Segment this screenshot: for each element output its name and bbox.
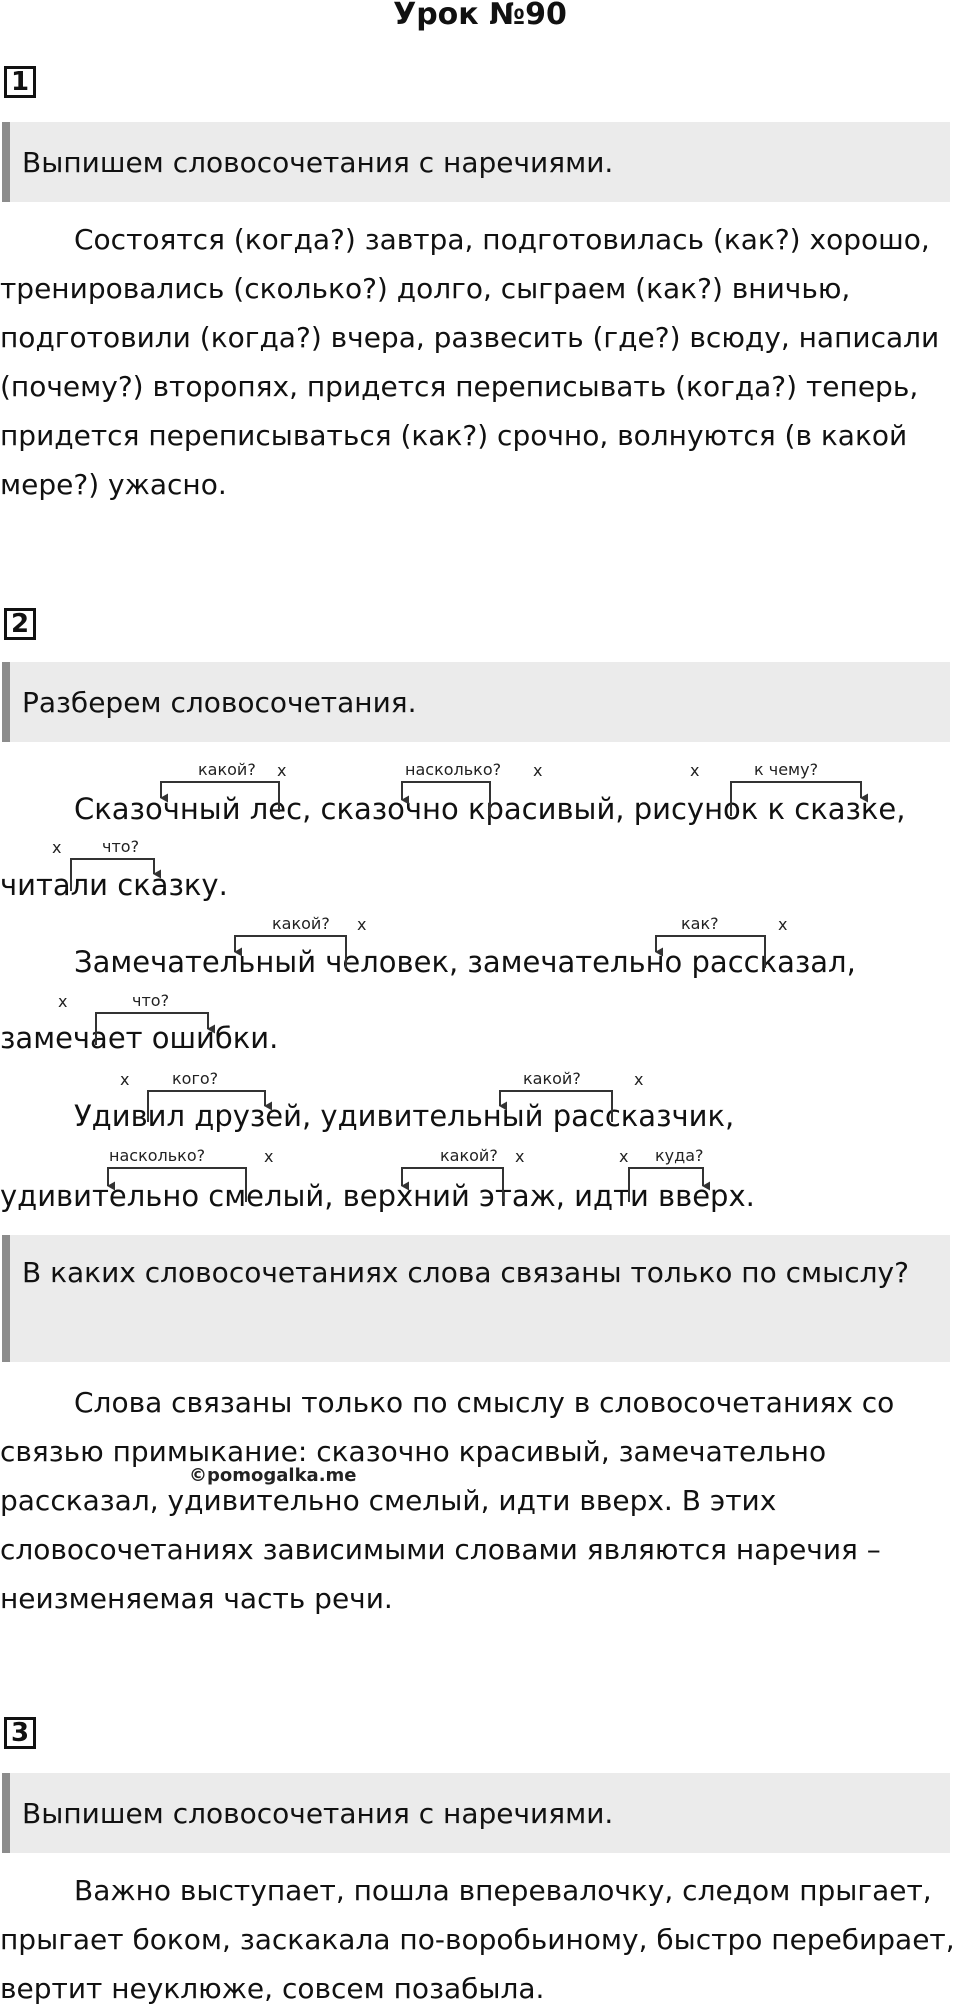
annotation-question: куда? xyxy=(655,1146,704,1165)
annotation-question: кого? xyxy=(172,1069,219,1088)
annotation-question: что? xyxy=(132,991,170,1010)
task2-question: В каких словосочетаниях слова связаны только по смыслу? xyxy=(2,1235,950,1362)
parse-line-1: Сказочный лес, сказочно красивый, рисунок к сказке, xyxy=(74,792,906,826)
annotation-question: какой? xyxy=(523,1069,581,1088)
annotation-x: x xyxy=(264,1147,274,1166)
parse-line-6: удивительно смелый, верхний этаж, идти вверх. xyxy=(0,1179,755,1213)
annotation-x: x xyxy=(634,1070,644,1089)
annotation-question: какой? xyxy=(440,1146,498,1165)
task2-instruction: Разберем словосочетания. xyxy=(2,662,950,742)
annotation-x: x xyxy=(533,761,543,780)
parse-line-4: замечает ошибки. xyxy=(0,1021,279,1055)
annotation-x: x xyxy=(778,915,788,934)
annotation-question: какой? xyxy=(198,760,256,779)
annotation-x: x xyxy=(690,761,700,780)
annotation-question: насколько? xyxy=(109,1146,206,1165)
annotation-x: x xyxy=(515,1147,525,1166)
parse-line-5: Удивил друзей, удивительный рассказчик, xyxy=(74,1099,735,1133)
watermark: ©pomogalka.me xyxy=(189,1465,357,1486)
task-number-3: 3 xyxy=(4,1717,36,1749)
annotation-question: насколько? xyxy=(405,760,502,779)
parse-line-2: читали сказку. xyxy=(0,868,228,902)
annotation-question: как? xyxy=(681,914,719,933)
task1-answer: Состоятся (когда?) завтра, подготовилась (как?) хорошо, тренировались (сколько?) долго, сыграем (как?) вничью, подготовили (когда?) вчера, развесить (где?) всюду, написали (почему?) второпях, придется переписывать (когда?) теперь, придется переписываться (как?) срочно, волнуются (в какой мере?) ужасно. xyxy=(0,223,940,501)
annotation-x: x xyxy=(120,1070,130,1089)
task-number-1: 1 xyxy=(4,66,36,98)
page-title: Урок №90 xyxy=(393,0,567,32)
annotation-x: x xyxy=(52,838,62,857)
task3-instruction: Выпишем словосочетания с наречиями. xyxy=(2,1773,950,1853)
task1-instruction: Выпишем словосочетания с наречиями. xyxy=(2,122,950,202)
task-number-2: 2 xyxy=(4,608,36,640)
annotation-x: x xyxy=(58,992,68,1011)
annotation-x: x xyxy=(619,1147,629,1166)
task2-answer: Слова связаны только по смыслу в словосочетаниях со связью примыкание: сказочно красивый, замечательно рассказал, удивительно смелый, идти вверх. В этих словосочетаниях зависимыми словами являются наречия – неизменяемая часть речи. xyxy=(0,1386,895,1615)
annotation-x: x xyxy=(357,915,367,934)
annotation-question: что? xyxy=(102,837,140,856)
parse-line-3: Замечательный человек, замечательно рассказал, xyxy=(74,945,856,979)
task3-answer: Важно выступает, пошла вперевалочку, следом прыгает, прыгает боком, заскакала по-воробьиному, быстро перебирает, вертит неуклюже, совсем позабыла. xyxy=(0,1874,955,2005)
annotation-x: x xyxy=(277,761,287,780)
annotation-question: какой? xyxy=(272,914,330,933)
annotation-question: к чему? xyxy=(754,760,819,779)
